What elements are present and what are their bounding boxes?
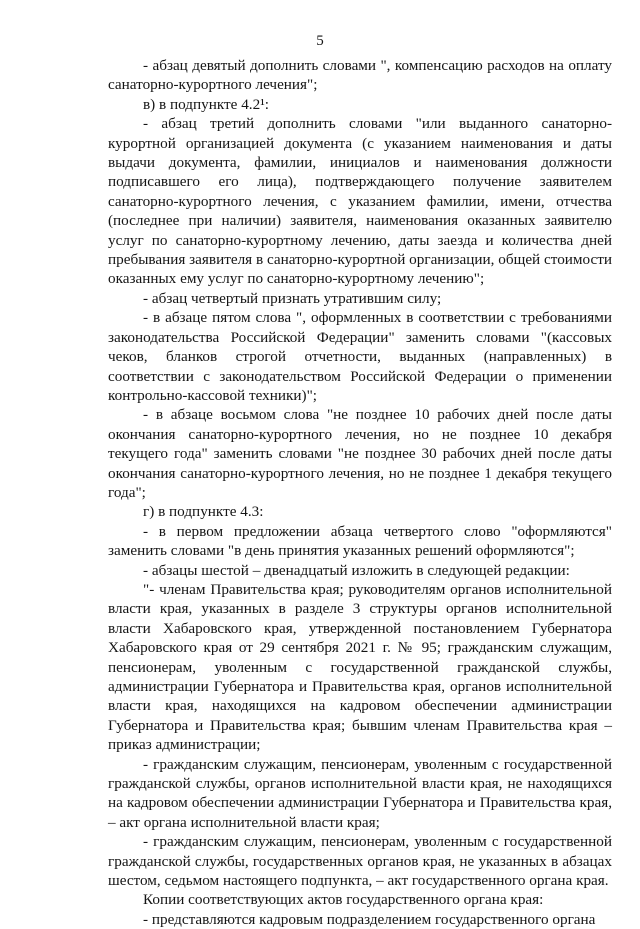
paragraph-12: - гражданским служащим, пенсионерам, уволенным с государственной гражданской службы, государственных органов края, не указанных в абзацах шестом, седьмом настоящего подпункта, – акт государственного органа края. (108, 833, 612, 890)
paragraph-10: "- членам Правительства края; руководителям органов исполнительной власти края, указанных в разделе 3 структуры органов исполнительной власти Хабаровского края, утвержденной постановлением Губернатора Хабаровского края от 29 сентября 2021 г. № 95; гражданским служащим, пенсионерам, уволенным с государственной гражданской службы, администрации Губернатора и Правительства края, органов исполнительной власти края, находящихся на кадровом обеспечении администрации Губернатора и Правительства края; бывшим членам Правительства края – приказ администрации; (108, 580, 612, 754)
paragraph-6: - в абзаце восьмом слова "не позднее 10 рабочих дней после даты окончания санаторно-курортного лечения, но не позднее 10 декабря текущего года" заменить словами "не позднее 30 рабочих дней после даты окончания санаторно-курортного лечения, но не позднее 1 декабря текущего года"; (108, 406, 612, 501)
paragraph-11: - гражданским служащим, пенсионерам, уволенным с государственной гражданской службы, органов исполнительной власти края, не находящихся на кадровом обеспечении администрации Губернатора и Правительства края, – акт органа исполнительной власти края; (108, 755, 612, 831)
paragraph-7: г) в подпункте 4.3: (143, 503, 264, 521)
paragraph-2: в) в подпункте 4.2¹: (143, 95, 269, 113)
page-number: 5 (316, 33, 324, 49)
paragraph-14: - представляются кадровым подразделением государственного органа (143, 910, 596, 928)
paragraph-8: - в первом предложении абзаца четвертого слово "оформляются" заменить словами "в день принятия указанных решений оформляются"; (108, 522, 612, 560)
paragraph-4: - абзац четвертый признать утратившим силу; (143, 289, 442, 307)
paragraph-5: - в абзаце пятом слова ", оформленных в соответствии с требованиями законодательства Российской Федерации" заменить словами "(кассовых чеков, бланков строгой отчетности, выданных (направленных) в соответствии с законодательством Российской Федерации о применении контрольно-кассовой техники)"; (108, 309, 612, 404)
document-body (108, 56, 612, 929)
paragraph-13: Копии соответствующих актов государственного органа края: (143, 891, 544, 909)
paragraph-1: - абзац девятый дополнить словами ", компенсацию расходов на оплату санаторно-курортного лечения"; (108, 57, 612, 94)
paragraph-9: - абзацы шестой – двенадцатый изложить в следующей редакции: (143, 561, 570, 579)
paragraph-3: - абзац третий дополнить словами "или выданного санаторно-курортной организацией документа (с указанием наименования и даты выдачи документа, фамилии, инициалов и наименования должности подписавшего его лица), подтверждающего получение заявителем санаторно-курортного лечения, с указанием фамилии, имени, отчества (последнее при наличии) заявителя, наименования оказанных заявителю услуг по санаторно-курортному лечению, даты заезда и количества дней пребывания заявителя в санаторно-курортной организации, общей стоимости оказанных ему услуг по санаторно-курортному лечению"; (108, 115, 612, 288)
